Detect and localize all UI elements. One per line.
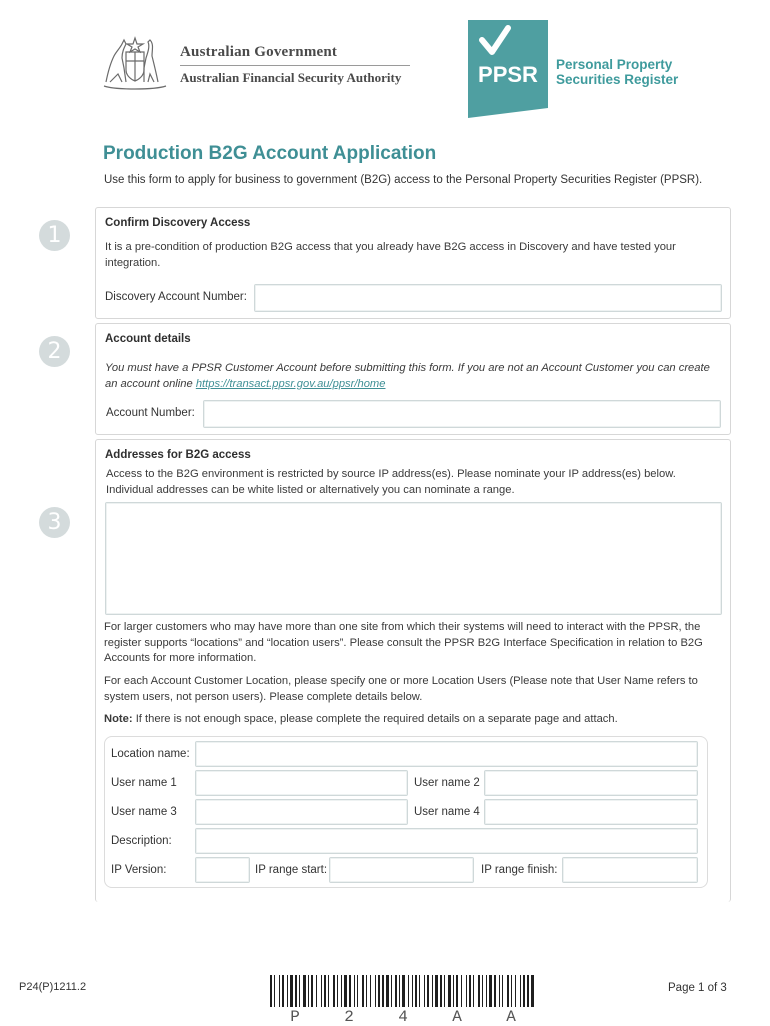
barcode-bar: [507, 975, 509, 1007]
barcode-bar: [308, 975, 309, 1007]
ppsr-logo: [468, 20, 550, 125]
barcode-bar: [448, 975, 451, 1007]
section-account-details: [95, 323, 731, 435]
note-text: If there is not enough space, please complete the required details on a separate page and attach.: [132, 713, 618, 725]
barcode-bar: [382, 975, 384, 1007]
discovery-account-number-field[interactable]: [254, 284, 722, 312]
barcode-bar: [412, 975, 413, 1007]
barcode-bar: [274, 975, 275, 1007]
barcode-char: P: [290, 1008, 300, 1026]
ip-range-finish-field[interactable]: [562, 857, 698, 883]
govt-branding: [180, 44, 410, 86]
barcode-bar: [375, 975, 376, 1007]
ip-version-label: IP Version:: [111, 864, 167, 876]
barcode-bar: [316, 975, 317, 1007]
barcode-bar: [456, 975, 458, 1007]
barcode-bar: [432, 975, 433, 1007]
barcode-bar: [478, 975, 480, 1007]
note-paragraph: [104, 712, 724, 728]
barcode-bar: [466, 975, 467, 1007]
note-label: Note:: [104, 713, 133, 725]
barcode-bar: [408, 975, 409, 1007]
barcode-bar: [440, 975, 442, 1007]
account-number-field[interactable]: [203, 400, 721, 428]
page-number: Page 1 of 3: [668, 982, 727, 994]
section-title: Account details: [105, 333, 191, 345]
barcode-bar: [402, 975, 405, 1007]
barcode-bar: [435, 975, 438, 1007]
barcode-bar: [295, 975, 297, 1007]
description-field[interactable]: [195, 828, 698, 854]
barcode-bar: [354, 975, 355, 1007]
step-number-2: 2: [39, 336, 70, 367]
description-label: Description:: [111, 835, 172, 847]
section-text: It is a pre-condition of production B2G access that you already have B2G access in Discovery and have tested your integration.: [105, 241, 676, 269]
barcode-bar: [469, 975, 471, 1007]
step-number-3: 3: [39, 507, 70, 538]
ppsr-badge-text: PPSR: [478, 62, 538, 87]
section-addresses: [95, 439, 731, 902]
barcode-bar: [473, 975, 474, 1007]
section-confirm-discovery: [95, 207, 731, 319]
user-name-1-label: User name 1: [111, 777, 177, 789]
account-number-label: Account Number:: [106, 407, 195, 419]
section-text: Access to the B2G environment is restricted by source IP address(es). Please nominate your IP address(es) below. Individual addresses can be white listed or alternatively you can nominate a range.: [106, 468, 676, 496]
barcode-text: [268, 1008, 538, 1026]
barcode-bar: [444, 975, 445, 1007]
user-name-4-label: User name 4: [414, 806, 480, 818]
intro-text: Use this form to apply for business to government (B2G) access to the Personal Property Securities Register (PPSR).: [104, 174, 703, 186]
ip-range-start-label: IP range start:: [255, 864, 328, 876]
section-title: Confirm Discovery Access: [105, 217, 251, 229]
barcode-bar: [489, 975, 492, 1007]
barcode-bar: [362, 975, 364, 1007]
barcode-bar: [290, 975, 293, 1007]
barcode-bar: [461, 975, 462, 1007]
barcode-bar: [395, 975, 397, 1007]
form-code: P24(P)1211.2: [19, 981, 87, 993]
barcode-bar: [494, 975, 496, 1007]
barcode-bar: [511, 975, 512, 1007]
barcode-bar: [515, 975, 516, 1007]
user-name-3-label: User name 3: [111, 806, 177, 818]
barcode-bar: [520, 975, 521, 1007]
barcode-bar: [279, 975, 280, 1007]
account-requirement-text: You must have a PPSR Customer Account before submitting this form. If you are not an Account Customer you can create an account online: [105, 362, 710, 390]
user-name-2-label: User name 2: [414, 777, 480, 789]
user-name-4-field[interactable]: [484, 799, 698, 825]
barcode-char: A: [506, 1008, 516, 1026]
user-name-1-field[interactable]: [195, 770, 408, 796]
barcode-bar: [378, 975, 380, 1007]
location-users-paragraph: For each Account Customer Location, please specify one or more Location Users (Please note that User Name refers to system users, not person users). Please complete details below.: [104, 675, 698, 703]
ip-addresses-textarea[interactable]: [105, 502, 722, 615]
section-text: [105, 361, 725, 392]
barcode-bar: [287, 975, 288, 1007]
govt-name: Australian Government: [180, 44, 338, 60]
barcode-bar: [427, 975, 429, 1007]
barcode-bar: [502, 975, 503, 1007]
ppsr-home-link[interactable]: https://transact.ppsr.gov.au/ppsr/home: [195, 377, 386, 390]
barcode-bar: [499, 975, 500, 1007]
barcode-bar: [328, 975, 329, 1007]
barcode-char: 2: [344, 1008, 354, 1026]
barcode-bar: [486, 975, 487, 1007]
barcode-bar: [391, 975, 392, 1007]
barcode-bar: [453, 975, 454, 1007]
locations-paragraph: For larger customers who may have more than one site from which their systems will need to interact with the PPSR, the register supports “locations” and “location users”. Please consult the PPSR B2G Interface Specification in relation to B2G Accounts for more information.: [104, 621, 703, 664]
barcode-bar: [366, 975, 367, 1007]
ip-version-field[interactable]: [195, 857, 250, 883]
user-name-2-field[interactable]: [484, 770, 698, 796]
ip-range-finish-label: IP range finish:: [481, 864, 558, 876]
govt-divider: [180, 65, 410, 66]
barcode-bar: [419, 975, 420, 1007]
barcode-bar: [357, 975, 358, 1007]
barcode-bar: [344, 975, 347, 1007]
barcode-bar: [333, 975, 335, 1007]
barcode-bar: [531, 975, 534, 1007]
user-name-3-field[interactable]: [195, 799, 408, 825]
barcode-bar: [370, 975, 371, 1007]
barcode-bar: [523, 975, 525, 1007]
barcode-bar: [321, 975, 322, 1007]
barcode-bar: [386, 975, 389, 1007]
barcode-bar: [311, 975, 313, 1007]
barcode-bar: [299, 975, 300, 1007]
govt-crest: [96, 34, 174, 95]
ppsr-full-name: [556, 57, 678, 87]
step-number-1: 1: [39, 220, 70, 251]
location-name-field[interactable]: [195, 741, 698, 767]
barcode-char: A: [452, 1008, 462, 1026]
barcode-bar: [482, 975, 483, 1007]
barcode-bar: [424, 975, 425, 1007]
barcode-bar: [282, 975, 284, 1007]
barcode-bar: [341, 975, 342, 1007]
ppsr-full-line2: Securities Register: [556, 72, 679, 87]
barcode-bar: [303, 975, 306, 1007]
barcode-bar: [337, 975, 338, 1007]
page-title: Production B2G Account Application: [103, 143, 437, 164]
barcode-bar: [270, 975, 272, 1007]
section-title: Addresses for B2G access: [105, 449, 251, 461]
ip-range-start-field[interactable]: [329, 857, 474, 883]
location-details-group: [104, 736, 708, 888]
ppsr-full-line1: Personal Property: [556, 57, 673, 72]
barcode-bar: [415, 975, 417, 1007]
agency-name: Australian Financial Security Authority: [180, 70, 402, 85]
discovery-account-label: Discovery Account Number:: [105, 291, 247, 303]
barcode-bar: [324, 975, 326, 1007]
barcode-char: 4: [398, 1008, 408, 1026]
barcode-bar: [527, 975, 529, 1007]
location-name-label: Location name:: [111, 748, 190, 760]
barcode-bar: [349, 975, 351, 1007]
barcode-bar: [399, 975, 400, 1007]
